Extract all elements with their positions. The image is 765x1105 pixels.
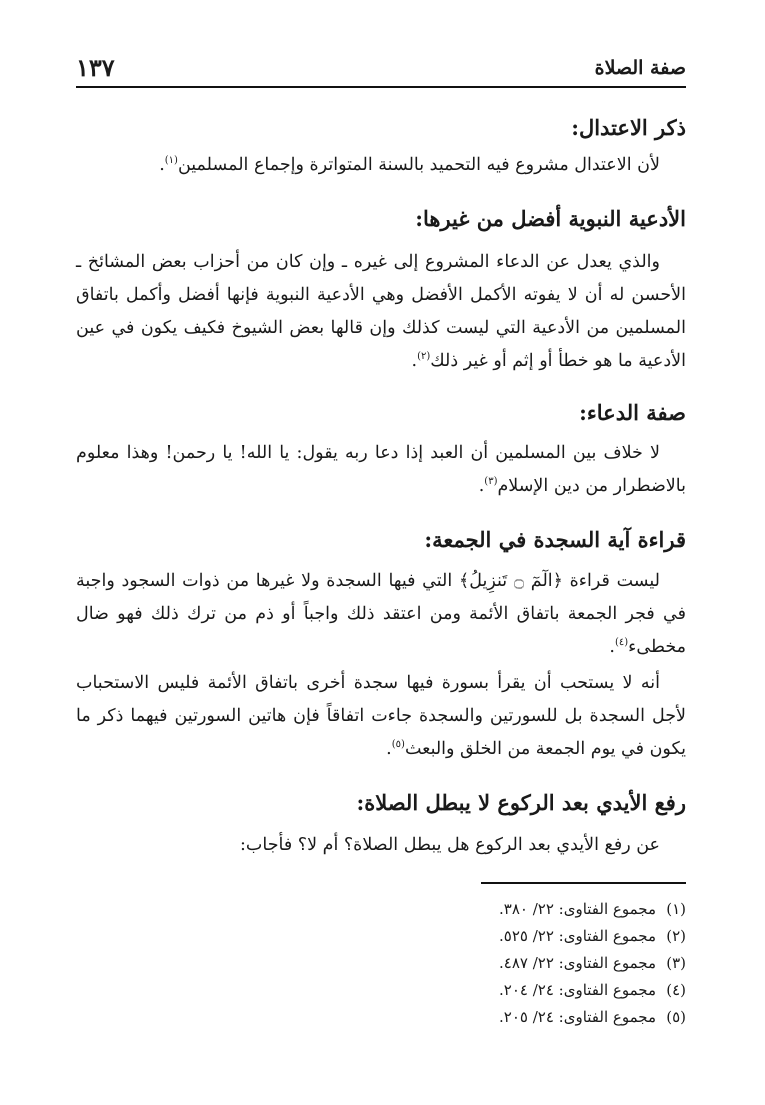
paragraph: لأن الاعتدال مشروع فيه التحميد بالسنة المتواترة وإجماع المسلمين$^{(١)}$. bbox=[159, 155, 660, 175]
header-rule bbox=[76, 86, 686, 88]
paragraph: ليست قراءة ﴿الٓمٓ ۝ تَنزِيلُ﴾ التي فيها السجدة ولا غيرها من ذوات السجود واجبة في فجر الجمعة باتفاق الأئمة ومن اعتقد ذلك واجباً أو ذم من ترك ذلك فهو ضال مخطىء$^{(٤)}$. bbox=[76, 571, 686, 657]
footnote-item: (٥)مجموع الفتاوى: ٢٤/ ٢٠٥. bbox=[499, 1008, 686, 1026]
page-number: ١٣٧ bbox=[76, 53, 115, 82]
footnote-ref: (٣) bbox=[484, 476, 498, 488]
section-heading-itidal: ذكر الاعتدال: bbox=[571, 115, 686, 140]
footnote-ref: (١) bbox=[164, 155, 178, 167]
paragraph: أنه لا يستحب أن يقرأ بسورة فيها سجدة أخرى باتفاق الأئمة فليس الاستحباب لأجل السجدة بل للسورتين والسجدة جاءت اتفاقاً فإن هاتين السورتين فيهما ذكر ما يكون في يوم الجمعة من الخلق والبعث$^{(٥)}$. bbox=[76, 673, 686, 759]
section-heading-sajdah-friday: قراءة آية السجدة في الجمعة: bbox=[424, 527, 686, 552]
running-title: صفة الصلاة bbox=[594, 57, 686, 79]
paragraph: لا خلاف بين المسلمين أن العبد إذا دعا ربه يقول: يا الله! يا رحمن! وهذا معلوم بالاضطرار من دين الإسلام$^{(٣)}$. bbox=[76, 443, 686, 496]
section-heading-raising-hands: رفع الأيدي بعد الركوع لا يبطل الصلاة: bbox=[356, 790, 686, 815]
paragraph: عن رفع الأيدي بعد الركوع هل يبطل الصلاة؟ أم لا؟ فأجاب: bbox=[240, 835, 660, 855]
footnote-ref: (٤) bbox=[614, 637, 629, 649]
section-heading-prophetic-supplications: الأدعية النبوية أفضل من غيرها: bbox=[415, 206, 686, 231]
footnote-item: (٣)مجموع الفتاوى: ٢٢/ ٤٨٧. bbox=[499, 954, 686, 972]
section-heading-supplication-manner: صفة الدعاء: bbox=[579, 400, 686, 425]
footnote-item: (٢)مجموع الفتاوى: ٢٢/ ٥٢٥. bbox=[499, 927, 686, 945]
footnote-ref: (٥) bbox=[391, 739, 405, 751]
footnote-item: (٤)مجموع الفتاوى: ٢٤/ ٢٠٤. bbox=[499, 981, 686, 999]
footnote-ref: (٢) bbox=[417, 351, 431, 363]
paragraph: والذي يعدل عن الدعاء المشروع إلى غيره ـ وإن كان من أحزاب بعض المشائخ ـ الأحسن له أن لا يفوته الأكمل الأفضل وهي الأدعية النبوية فإنها أفضل وأكمل باتفاق المسلمين من الأدعية التي ليست كذلك وإن قالها بعض الشيوخ فكيف يكون في عين الأدعية ما هو خطأ أو إثم أو غير ذلك$^{(٢)}$. bbox=[76, 252, 686, 371]
footnote-rule bbox=[481, 882, 686, 884]
running-header bbox=[76, 49, 686, 87]
footnote-item: (١)مجموع الفتاوى: ٢٢/ ٣٨٠. bbox=[499, 900, 686, 918]
